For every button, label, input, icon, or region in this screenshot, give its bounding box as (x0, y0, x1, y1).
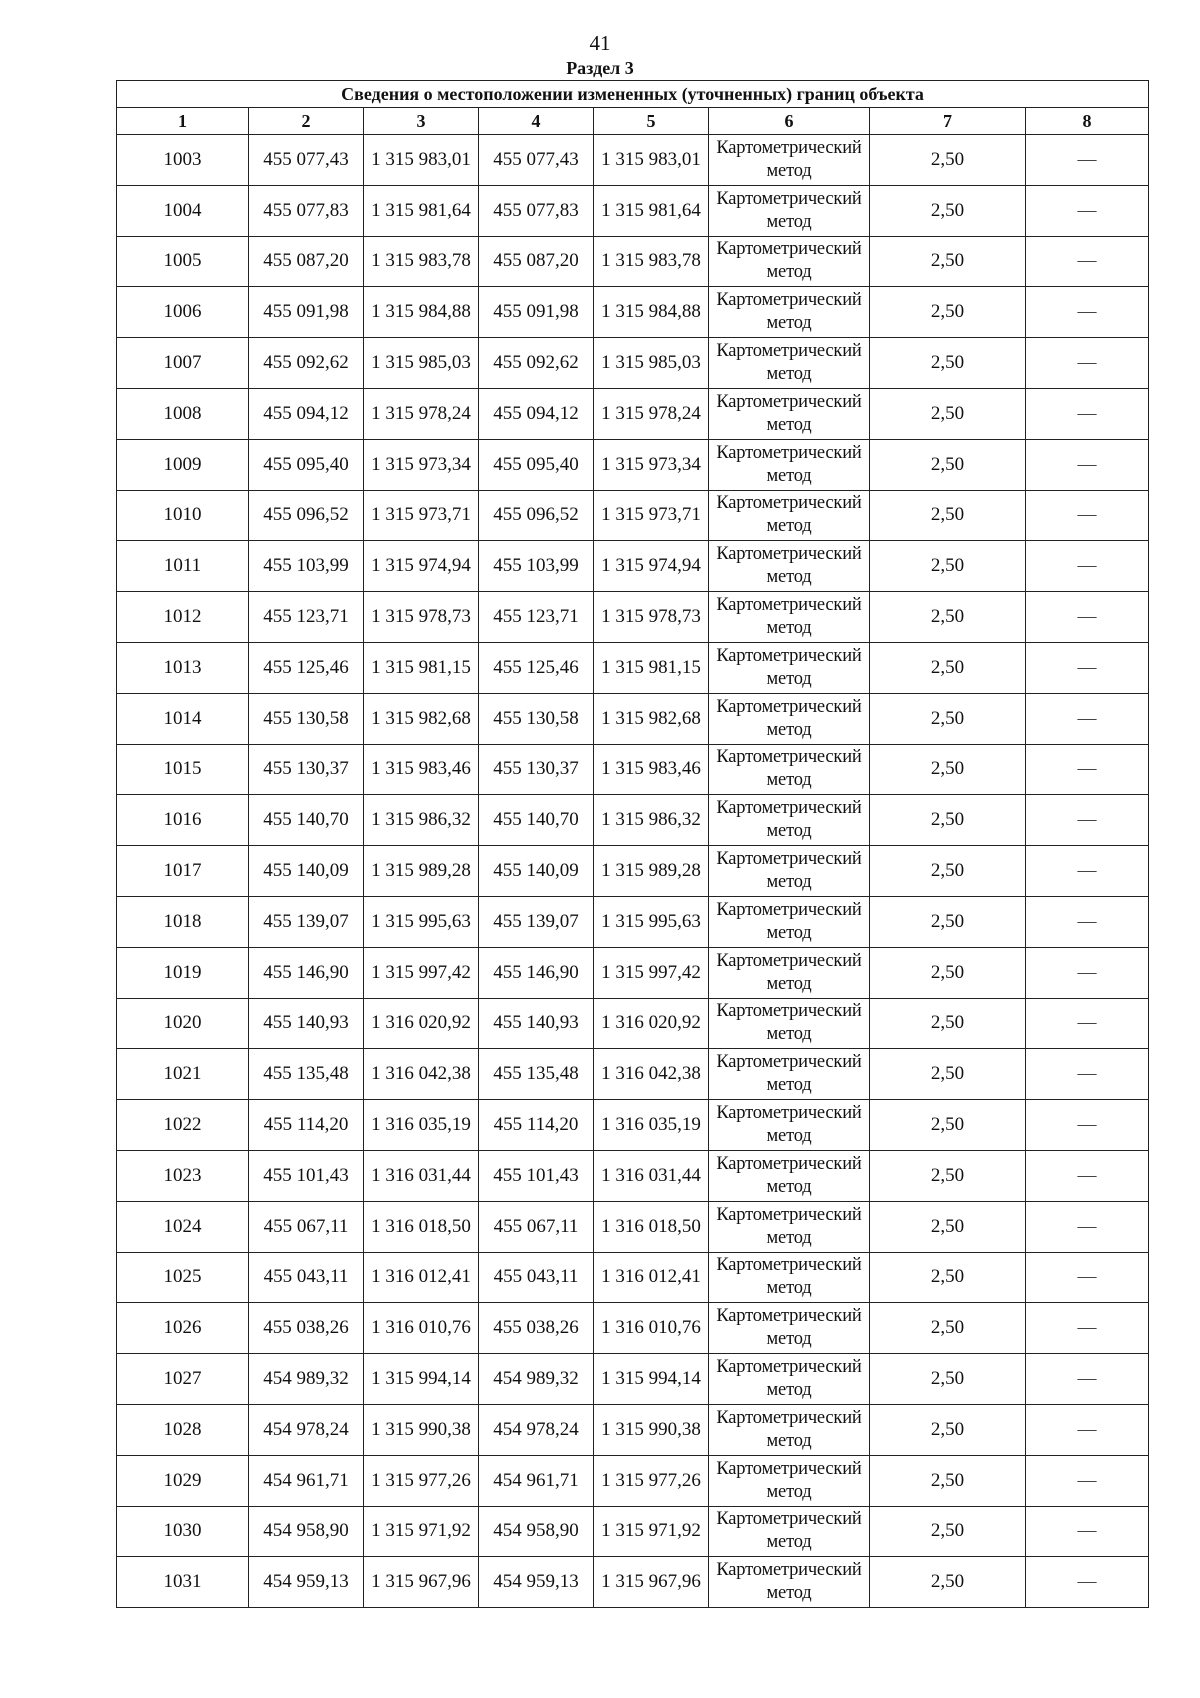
cell-point-number: 1015 (117, 744, 249, 795)
cell-y-refined: 1 315 994,14 (594, 1354, 709, 1405)
column-number-8: 8 (1026, 108, 1149, 135)
cell-point-number: 1019 (117, 947, 249, 998)
cell-y-existing: 1 315 994,14 (364, 1354, 479, 1405)
cell-description: — (1026, 287, 1149, 338)
cell-method: Картометрический метод (709, 1455, 870, 1506)
cell-y-refined: 1 315 989,28 (594, 846, 709, 897)
cell-x-refined: 455 103,99 (479, 541, 594, 592)
table-row (117, 185, 1149, 236)
cell-y-existing: 1 315 973,34 (364, 439, 479, 490)
cell-description: — (1026, 642, 1149, 693)
cell-point-number: 1010 (117, 490, 249, 541)
cell-x-refined: 455 139,07 (479, 896, 594, 947)
cell-accuracy: 2,50 (870, 693, 1026, 744)
table-row (117, 287, 1149, 338)
cell-y-refined: 1 315 983,46 (594, 744, 709, 795)
cell-point-number: 1011 (117, 541, 249, 592)
column-number-6: 6 (709, 108, 870, 135)
cell-y-refined: 1 315 983,78 (594, 236, 709, 287)
cell-y-refined: 1 315 982,68 (594, 693, 709, 744)
cell-description: — (1026, 744, 1149, 795)
cell-x-refined: 455 130,58 (479, 693, 594, 744)
table-row (117, 541, 1149, 592)
cell-point-number: 1016 (117, 795, 249, 846)
cell-accuracy: 2,50 (870, 795, 1026, 846)
cell-y-refined: 1 316 031,44 (594, 1150, 709, 1201)
cell-description: — (1026, 185, 1149, 236)
table-row (117, 388, 1149, 439)
table-caption: Сведения о местоположении измененных (уточненных) границ объекта (117, 81, 1149, 108)
cell-method: Картометрический метод (709, 1049, 870, 1100)
cell-method: Картометрический метод (709, 185, 870, 236)
cell-method: Картометрический метод (709, 846, 870, 897)
cell-accuracy: 2,50 (870, 642, 1026, 693)
cell-x-refined: 455 087,20 (479, 236, 594, 287)
cell-description: — (1026, 388, 1149, 439)
cell-point-number: 1026 (117, 1303, 249, 1354)
cell-y-refined: 1 315 967,96 (594, 1557, 709, 1608)
cell-y-refined: 1 315 981,15 (594, 642, 709, 693)
cell-y-existing: 1 315 995,63 (364, 896, 479, 947)
cell-y-existing: 1 316 018,50 (364, 1201, 479, 1252)
cell-y-refined: 1 316 012,41 (594, 1252, 709, 1303)
cell-point-number: 1022 (117, 1100, 249, 1151)
cell-x-existing: 455 096,52 (249, 490, 364, 541)
cell-point-number: 1007 (117, 338, 249, 389)
cell-x-existing: 455 130,37 (249, 744, 364, 795)
cell-y-existing: 1 315 981,15 (364, 642, 479, 693)
cell-method: Картометрический метод (709, 896, 870, 947)
cell-point-number: 1031 (117, 1557, 249, 1608)
cell-accuracy: 2,50 (870, 1201, 1026, 1252)
cell-y-existing: 1 315 978,73 (364, 592, 479, 643)
cell-y-refined: 1 316 010,76 (594, 1303, 709, 1354)
cell-y-refined: 1 315 997,42 (594, 947, 709, 998)
cell-point-number: 1021 (117, 1049, 249, 1100)
cell-description: — (1026, 1557, 1149, 1608)
cell-point-number: 1023 (117, 1150, 249, 1201)
cell-description: — (1026, 795, 1149, 846)
cell-y-existing: 1 315 978,24 (364, 388, 479, 439)
table-row (117, 693, 1149, 744)
cell-x-existing: 455 038,26 (249, 1303, 364, 1354)
cell-x-refined: 455 096,52 (479, 490, 594, 541)
cell-x-refined: 455 140,93 (479, 998, 594, 1049)
cell-description: — (1026, 135, 1149, 186)
cell-x-refined: 455 114,20 (479, 1100, 594, 1151)
cell-y-refined: 1 315 981,64 (594, 185, 709, 236)
cell-y-existing: 1 316 042,38 (364, 1049, 479, 1100)
cell-y-refined: 1 316 018,50 (594, 1201, 709, 1252)
cell-y-refined: 1 315 984,88 (594, 287, 709, 338)
cell-y-existing: 1 315 990,38 (364, 1404, 479, 1455)
cell-point-number: 1018 (117, 896, 249, 947)
cell-accuracy: 2,50 (870, 1049, 1026, 1100)
cell-x-refined: 454 958,90 (479, 1506, 594, 1557)
table-row (117, 1455, 1149, 1506)
cell-method: Картометрический метод (709, 439, 870, 490)
cell-accuracy: 2,50 (870, 744, 1026, 795)
cell-method: Картометрический метод (709, 795, 870, 846)
cell-x-existing: 455 139,07 (249, 896, 364, 947)
cell-x-existing: 454 989,32 (249, 1354, 364, 1405)
cell-accuracy: 2,50 (870, 1150, 1026, 1201)
cell-y-refined: 1 315 985,03 (594, 338, 709, 389)
cell-description: — (1026, 490, 1149, 541)
cell-description: — (1026, 1100, 1149, 1151)
table-row (117, 592, 1149, 643)
cell-x-refined: 454 978,24 (479, 1404, 594, 1455)
cell-description: — (1026, 947, 1149, 998)
cell-description: — (1026, 1252, 1149, 1303)
cell-description: — (1026, 338, 1149, 389)
cell-point-number: 1012 (117, 592, 249, 643)
table-row (117, 896, 1149, 947)
boundary-coordinates-table (116, 80, 1149, 1608)
cell-y-refined: 1 315 978,24 (594, 388, 709, 439)
cell-accuracy: 2,50 (870, 1100, 1026, 1151)
cell-accuracy: 2,50 (870, 1506, 1026, 1557)
cell-x-existing: 455 091,98 (249, 287, 364, 338)
table-row (117, 236, 1149, 287)
cell-method: Картометрический метод (709, 490, 870, 541)
cell-method: Картометрический метод (709, 388, 870, 439)
cell-y-refined: 1 315 983,01 (594, 135, 709, 186)
cell-y-existing: 1 315 983,46 (364, 744, 479, 795)
cell-method: Картометрический метод (709, 1506, 870, 1557)
cell-x-existing: 454 961,71 (249, 1455, 364, 1506)
cell-x-refined: 455 038,26 (479, 1303, 594, 1354)
cell-description: — (1026, 1303, 1149, 1354)
cell-point-number: 1017 (117, 846, 249, 897)
cell-description: — (1026, 896, 1149, 947)
cell-y-existing: 1 315 967,96 (364, 1557, 479, 1608)
table-row (117, 947, 1149, 998)
cell-x-refined: 454 961,71 (479, 1455, 594, 1506)
cell-point-number: 1008 (117, 388, 249, 439)
table-row (117, 1100, 1149, 1151)
cell-x-existing: 455 125,46 (249, 642, 364, 693)
cell-y-refined: 1 315 974,94 (594, 541, 709, 592)
cell-method: Картометрический метод (709, 592, 870, 643)
table-row (117, 642, 1149, 693)
cell-point-number: 1013 (117, 642, 249, 693)
cell-method: Картометрический метод (709, 1404, 870, 1455)
cell-point-number: 1024 (117, 1201, 249, 1252)
table-row (117, 1252, 1149, 1303)
cell-x-existing: 455 130,58 (249, 693, 364, 744)
cell-x-existing: 455 114,20 (249, 1100, 364, 1151)
cell-x-refined: 455 130,37 (479, 744, 594, 795)
cell-x-existing: 455 077,43 (249, 135, 364, 186)
cell-x-refined: 455 125,46 (479, 642, 594, 693)
cell-x-refined: 455 092,62 (479, 338, 594, 389)
cell-x-existing: 454 958,90 (249, 1506, 364, 1557)
cell-method: Картометрический метод (709, 1201, 870, 1252)
cell-x-existing: 455 146,90 (249, 947, 364, 998)
cell-x-refined: 455 135,48 (479, 1049, 594, 1100)
table-row (117, 439, 1149, 490)
cell-y-refined: 1 315 995,63 (594, 896, 709, 947)
cell-method: Картометрический метод (709, 1303, 870, 1354)
cell-y-refined: 1 315 971,92 (594, 1506, 709, 1557)
cell-x-refined: 455 077,43 (479, 135, 594, 186)
cell-y-existing: 1 316 031,44 (364, 1150, 479, 1201)
cell-y-existing: 1 315 974,94 (364, 541, 479, 592)
cell-description: — (1026, 1354, 1149, 1405)
cell-y-refined: 1 315 986,32 (594, 795, 709, 846)
cell-accuracy: 2,50 (870, 490, 1026, 541)
cell-point-number: 1029 (117, 1455, 249, 1506)
cell-x-refined: 455 067,11 (479, 1201, 594, 1252)
cell-x-existing: 454 959,13 (249, 1557, 364, 1608)
column-number-1: 1 (117, 108, 249, 135)
cell-point-number: 1004 (117, 185, 249, 236)
cell-y-existing: 1 315 971,92 (364, 1506, 479, 1557)
cell-method: Картометрический метод (709, 642, 870, 693)
section-title: Раздел 3 (566, 58, 634, 78)
cell-description: — (1026, 236, 1149, 287)
cell-y-existing: 1 315 983,01 (364, 135, 479, 186)
table-row (117, 1557, 1149, 1608)
cell-method: Картометрический метод (709, 236, 870, 287)
cell-y-existing: 1 315 982,68 (364, 693, 479, 744)
cell-description: — (1026, 998, 1149, 1049)
cell-y-refined: 1 315 978,73 (594, 592, 709, 643)
cell-accuracy: 2,50 (870, 1303, 1026, 1354)
page-number: 41 (589, 31, 611, 55)
cell-method: Картометрический метод (709, 1150, 870, 1201)
cell-accuracy: 2,50 (870, 388, 1026, 439)
cell-description: — (1026, 1455, 1149, 1506)
table-row (117, 1354, 1149, 1405)
cell-accuracy: 2,50 (870, 135, 1026, 186)
cell-x-existing: 455 087,20 (249, 236, 364, 287)
cell-x-refined: 455 043,11 (479, 1252, 594, 1303)
cell-description: — (1026, 1150, 1149, 1201)
cell-y-existing: 1 315 985,03 (364, 338, 479, 389)
column-number-row (117, 108, 1149, 135)
cell-accuracy: 2,50 (870, 896, 1026, 947)
column-number-2: 2 (249, 108, 364, 135)
cell-method: Картометрический метод (709, 744, 870, 795)
table-row (117, 338, 1149, 389)
cell-y-refined: 1 315 990,38 (594, 1404, 709, 1455)
cell-x-existing: 455 103,99 (249, 541, 364, 592)
cell-description: — (1026, 1404, 1149, 1455)
cell-x-existing: 455 095,40 (249, 439, 364, 490)
cell-x-refined: 455 094,12 (479, 388, 594, 439)
column-number-7: 7 (870, 108, 1026, 135)
cell-x-existing: 455 140,70 (249, 795, 364, 846)
cell-method: Картометрический метод (709, 998, 870, 1049)
cell-point-number: 1005 (117, 236, 249, 287)
cell-y-existing: 1 315 983,78 (364, 236, 479, 287)
cell-method: Картометрический метод (709, 1354, 870, 1405)
cell-description: — (1026, 592, 1149, 643)
cell-method: Картометрический метод (709, 135, 870, 186)
cell-point-number: 1006 (117, 287, 249, 338)
cell-accuracy: 2,50 (870, 541, 1026, 592)
cell-accuracy: 2,50 (870, 947, 1026, 998)
cell-method: Картометрический метод (709, 287, 870, 338)
cell-point-number: 1014 (117, 693, 249, 744)
cell-x-existing: 455 067,11 (249, 1201, 364, 1252)
cell-x-existing: 455 077,83 (249, 185, 364, 236)
cell-method: Картометрический метод (709, 1252, 870, 1303)
cell-y-refined: 1 316 042,38 (594, 1049, 709, 1100)
cell-description: — (1026, 1201, 1149, 1252)
cell-accuracy: 2,50 (870, 338, 1026, 389)
cell-x-refined: 455 140,09 (479, 846, 594, 897)
cell-y-existing: 1 315 973,71 (364, 490, 479, 541)
cell-point-number: 1030 (117, 1506, 249, 1557)
cell-x-existing: 454 978,24 (249, 1404, 364, 1455)
cell-x-refined: 454 959,13 (479, 1557, 594, 1608)
cell-method: Картометрический метод (709, 541, 870, 592)
cell-y-existing: 1 316 020,92 (364, 998, 479, 1049)
cell-y-refined: 1 316 020,92 (594, 998, 709, 1049)
table-row (117, 1506, 1149, 1557)
cell-accuracy: 2,50 (870, 236, 1026, 287)
column-number-3: 3 (364, 108, 479, 135)
column-number-4: 4 (479, 108, 594, 135)
cell-y-existing: 1 315 997,42 (364, 947, 479, 998)
cell-x-existing: 455 140,93 (249, 998, 364, 1049)
table-row (117, 1049, 1149, 1100)
cell-x-refined: 455 140,70 (479, 795, 594, 846)
cell-x-refined: 455 095,40 (479, 439, 594, 490)
cell-description: — (1026, 846, 1149, 897)
cell-accuracy: 2,50 (870, 592, 1026, 643)
cell-x-existing: 455 140,09 (249, 846, 364, 897)
cell-y-refined: 1 315 973,34 (594, 439, 709, 490)
cell-description: — (1026, 541, 1149, 592)
cell-y-existing: 1 315 977,26 (364, 1455, 479, 1506)
table-row (117, 998, 1149, 1049)
cell-description: — (1026, 693, 1149, 744)
cell-accuracy: 2,50 (870, 439, 1026, 490)
table-row (117, 744, 1149, 795)
column-number-5: 5 (594, 108, 709, 135)
cell-method: Картометрический метод (709, 947, 870, 998)
cell-y-refined: 1 315 977,26 (594, 1455, 709, 1506)
cell-accuracy: 2,50 (870, 1557, 1026, 1608)
cell-x-existing: 455 092,62 (249, 338, 364, 389)
cell-accuracy: 2,50 (870, 846, 1026, 897)
cell-point-number: 1027 (117, 1354, 249, 1405)
cell-y-existing: 1 315 986,32 (364, 795, 479, 846)
table-caption-row (117, 81, 1149, 108)
table-row (117, 490, 1149, 541)
table-row (117, 795, 1149, 846)
cell-method: Картометрический метод (709, 693, 870, 744)
cell-y-refined: 1 315 973,71 (594, 490, 709, 541)
cell-accuracy: 2,50 (870, 287, 1026, 338)
table-row (117, 1404, 1149, 1455)
cell-x-refined: 455 146,90 (479, 947, 594, 998)
cell-accuracy: 2,50 (870, 1404, 1026, 1455)
table-row (117, 1150, 1149, 1201)
cell-y-existing: 1 315 981,64 (364, 185, 479, 236)
cell-method: Картометрический метод (709, 1100, 870, 1151)
cell-x-existing: 455 043,11 (249, 1252, 364, 1303)
cell-description: — (1026, 1506, 1149, 1557)
cell-x-refined: 454 989,32 (479, 1354, 594, 1405)
cell-accuracy: 2,50 (870, 1455, 1026, 1506)
cell-description: — (1026, 1049, 1149, 1100)
cell-method: Картометрический метод (709, 1557, 870, 1608)
cell-point-number: 1028 (117, 1404, 249, 1455)
cell-accuracy: 2,50 (870, 998, 1026, 1049)
table-body (117, 135, 1149, 1608)
cell-point-number: 1009 (117, 439, 249, 490)
cell-x-existing: 455 094,12 (249, 388, 364, 439)
cell-y-existing: 1 315 984,88 (364, 287, 479, 338)
table-row (117, 135, 1149, 186)
cell-method: Картометрический метод (709, 338, 870, 389)
cell-y-existing: 1 315 989,28 (364, 846, 479, 897)
cell-x-refined: 455 091,98 (479, 287, 594, 338)
cell-x-existing: 455 135,48 (249, 1049, 364, 1100)
cell-accuracy: 2,50 (870, 1354, 1026, 1405)
table-row (117, 1303, 1149, 1354)
cell-y-existing: 1 316 012,41 (364, 1252, 479, 1303)
cell-point-number: 1025 (117, 1252, 249, 1303)
cell-y-existing: 1 316 010,76 (364, 1303, 479, 1354)
cell-y-refined: 1 316 035,19 (594, 1100, 709, 1151)
cell-x-existing: 455 101,43 (249, 1150, 364, 1201)
cell-point-number: 1003 (117, 135, 249, 186)
cell-y-existing: 1 316 035,19 (364, 1100, 479, 1151)
cell-point-number: 1020 (117, 998, 249, 1049)
cell-accuracy: 2,50 (870, 185, 1026, 236)
table-row (117, 1201, 1149, 1252)
cell-x-refined: 455 077,83 (479, 185, 594, 236)
cell-description: — (1026, 439, 1149, 490)
table-row (117, 846, 1149, 897)
cell-accuracy: 2,50 (870, 1252, 1026, 1303)
cell-x-existing: 455 123,71 (249, 592, 364, 643)
cell-x-refined: 455 123,71 (479, 592, 594, 643)
cell-x-refined: 455 101,43 (479, 1150, 594, 1201)
